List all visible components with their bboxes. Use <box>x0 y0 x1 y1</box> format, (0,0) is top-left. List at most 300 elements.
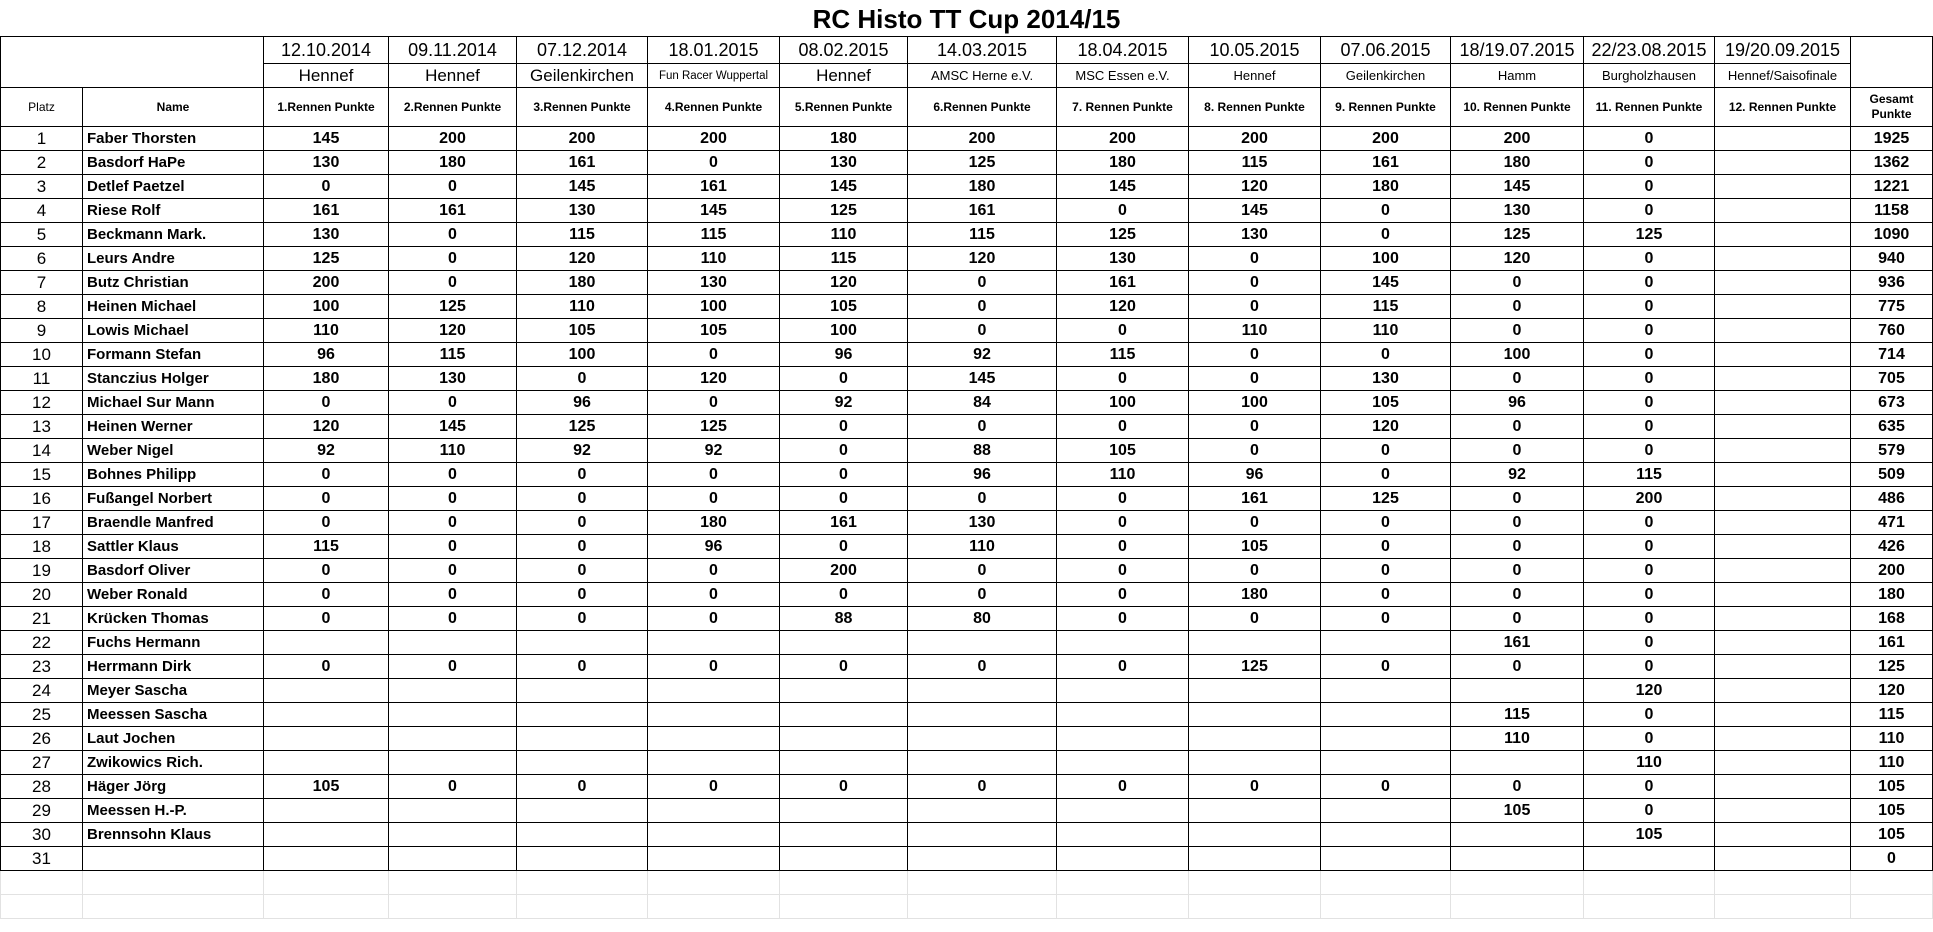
total-cell: 180 <box>1851 583 1933 607</box>
points-cell: 125 <box>1451 223 1584 247</box>
points-cell: 0 <box>264 487 389 511</box>
race-points-header: 12. Rennen Punkte <box>1715 88 1851 127</box>
empty-cell <box>648 871 780 895</box>
total-cell: 936 <box>1851 271 1933 295</box>
name-cell: Beckmann Mark. <box>83 223 264 247</box>
race-points-header: 9. Rennen Punkte <box>1321 88 1451 127</box>
points-cell <box>1715 151 1851 175</box>
points-cell: 120 <box>389 319 517 343</box>
table-row <box>1 655 1933 679</box>
empty-cell <box>517 871 648 895</box>
name-cell: Fuchs Hermann <box>83 631 264 655</box>
platz-cell: 24 <box>1 679 83 703</box>
table-row <box>1 703 1933 727</box>
race-venue: Geilenkirchen <box>1321 64 1451 88</box>
points-cell <box>1715 727 1851 751</box>
points-cell: 0 <box>1584 319 1715 343</box>
points-cell <box>780 727 908 751</box>
points-cell: 0 <box>780 775 908 799</box>
standings-table <box>0 36 1933 919</box>
points-cell: 0 <box>648 343 780 367</box>
points-cell: 0 <box>1057 319 1189 343</box>
points-cell: 130 <box>1057 247 1189 271</box>
total-cell: 125 <box>1851 655 1933 679</box>
race-venue: Hennef <box>264 64 389 88</box>
points-cell: 100 <box>1451 343 1584 367</box>
total-cell: 1090 <box>1851 223 1933 247</box>
points-cell: 120 <box>264 415 389 439</box>
points-cell <box>1715 319 1851 343</box>
points-cell <box>1451 823 1584 847</box>
points-cell <box>1715 511 1851 535</box>
name-cell: Brennsohn Klaus <box>83 823 264 847</box>
points-cell: 0 <box>389 463 517 487</box>
platz-cell: 4 <box>1 199 83 223</box>
total-cell: 120 <box>1851 679 1933 703</box>
points-cell: 180 <box>908 175 1057 199</box>
table-row <box>1 391 1933 415</box>
points-cell <box>1715 223 1851 247</box>
platz-cell: 13 <box>1 415 83 439</box>
total-cell: 509 <box>1851 463 1933 487</box>
total-header-line2: Punkte <box>1871 107 1912 121</box>
points-cell: 145 <box>1057 175 1189 199</box>
points-cell: 161 <box>1057 271 1189 295</box>
points-cell <box>389 823 517 847</box>
points-cell <box>1715 799 1851 823</box>
points-cell <box>1321 679 1451 703</box>
name-cell: Zwikowics Rich. <box>83 751 264 775</box>
platz-cell: 26 <box>1 727 83 751</box>
points-cell <box>1451 847 1584 871</box>
name-cell: Heinen Michael <box>83 295 264 319</box>
platz-cell: 25 <box>1 703 83 727</box>
table-row <box>1 727 1933 751</box>
points-cell: 0 <box>1057 583 1189 607</box>
platz-cell: 19 <box>1 559 83 583</box>
table-row <box>1 175 1933 199</box>
total-cell: 471 <box>1851 511 1933 535</box>
points-cell: 145 <box>389 415 517 439</box>
points-cell: 0 <box>648 487 780 511</box>
platz-cell: 8 <box>1 295 83 319</box>
points-cell: 0 <box>389 511 517 535</box>
points-cell <box>1715 247 1851 271</box>
name-cell: Sattler Klaus <box>83 535 264 559</box>
points-cell <box>1715 631 1851 655</box>
platz-cell: 2 <box>1 151 83 175</box>
points-cell: 180 <box>1189 583 1321 607</box>
table-row <box>1 631 1933 655</box>
race-venue: Fun Racer Wuppertal <box>648 64 780 88</box>
points-cell: 105 <box>517 319 648 343</box>
points-cell <box>1189 703 1321 727</box>
name-cell <box>83 847 264 871</box>
points-cell: 0 <box>1584 343 1715 367</box>
points-cell <box>908 703 1057 727</box>
points-cell: 0 <box>648 583 780 607</box>
race-venue: MSC Essen e.V. <box>1057 64 1189 88</box>
points-cell: 145 <box>648 199 780 223</box>
race-points-header: 8. Rennen Punkte <box>1189 88 1321 127</box>
race-date: 07.06.2015 <box>1321 37 1451 64</box>
total-cell: 579 <box>1851 439 1933 463</box>
table-row <box>1 247 1933 271</box>
race-date: 07.12.2014 <box>517 37 648 64</box>
points-cell: 0 <box>389 775 517 799</box>
race-date: 12.10.2014 <box>264 37 389 64</box>
points-cell <box>264 799 389 823</box>
points-cell <box>389 799 517 823</box>
points-cell: 130 <box>1451 199 1584 223</box>
points-cell: 0 <box>1189 343 1321 367</box>
platz-cell: 29 <box>1 799 83 823</box>
total-cell: 105 <box>1851 823 1933 847</box>
points-cell: 0 <box>1584 607 1715 631</box>
points-cell <box>1321 799 1451 823</box>
total-header <box>1851 88 1933 127</box>
total-cell: 105 <box>1851 799 1933 823</box>
points-cell: 161 <box>1321 151 1451 175</box>
points-cell <box>648 727 780 751</box>
total-cell: 775 <box>1851 295 1933 319</box>
points-cell: 120 <box>1321 415 1451 439</box>
empty-row <box>1 871 1933 895</box>
points-cell: 105 <box>264 775 389 799</box>
table-row <box>1 295 1933 319</box>
platz-cell: 23 <box>1 655 83 679</box>
points-cell: 120 <box>1189 175 1321 199</box>
points-cell: 96 <box>1451 391 1584 415</box>
points-cell: 0 <box>648 559 780 583</box>
points-cell: 0 <box>1321 439 1451 463</box>
points-cell <box>648 799 780 823</box>
points-cell: 0 <box>1451 415 1584 439</box>
points-cell: 0 <box>517 463 648 487</box>
points-cell <box>648 631 780 655</box>
table-row <box>1 583 1933 607</box>
points-cell: 0 <box>648 463 780 487</box>
points-cell: 96 <box>517 391 648 415</box>
race-venue: Geilenkirchen <box>517 64 648 88</box>
name-cell: Formann Stefan <box>83 343 264 367</box>
empty-cell <box>264 895 389 919</box>
points-cell: 92 <box>780 391 908 415</box>
points-cell: 0 <box>1584 367 1715 391</box>
points-cell: 125 <box>648 415 780 439</box>
points-cell: 0 <box>1584 799 1715 823</box>
points-cell: 0 <box>1057 199 1189 223</box>
points-cell: 0 <box>1321 607 1451 631</box>
race-date: 10.05.2015 <box>1189 37 1321 64</box>
points-cell <box>780 847 908 871</box>
empty-cell <box>83 871 264 895</box>
points-cell: 0 <box>1451 439 1584 463</box>
points-cell: 0 <box>517 367 648 391</box>
points-cell: 105 <box>648 319 780 343</box>
name-cell: Faber Thorsten <box>83 127 264 151</box>
points-cell: 0 <box>1057 607 1189 631</box>
points-cell <box>1715 607 1851 631</box>
points-cell: 110 <box>264 319 389 343</box>
total-cell: 110 <box>1851 751 1933 775</box>
points-cell: 0 <box>517 511 648 535</box>
name-cell: Weber Ronald <box>83 583 264 607</box>
empty-row <box>1 895 1933 919</box>
points-cell: 0 <box>1584 655 1715 679</box>
points-cell: 105 <box>780 295 908 319</box>
points-cell: 0 <box>264 583 389 607</box>
empty-cell <box>1451 895 1584 919</box>
points-cell: 0 <box>1189 295 1321 319</box>
points-cell: 0 <box>780 415 908 439</box>
points-cell <box>264 703 389 727</box>
points-cell <box>1189 679 1321 703</box>
points-cell <box>1189 823 1321 847</box>
points-cell: 0 <box>1584 127 1715 151</box>
race-venue: Burgholzhausen <box>1584 64 1715 88</box>
table-row <box>1 199 1933 223</box>
table-row <box>1 439 1933 463</box>
name-cell: Häger Jörg <box>83 775 264 799</box>
points-cell: 0 <box>1584 295 1715 319</box>
points-cell: 130 <box>389 367 517 391</box>
points-cell: 200 <box>908 127 1057 151</box>
points-cell: 0 <box>264 175 389 199</box>
points-cell: 0 <box>1451 535 1584 559</box>
points-cell: 0 <box>1189 367 1321 391</box>
points-cell: 115 <box>1321 295 1451 319</box>
platz-cell: 5 <box>1 223 83 247</box>
points-cell: 120 <box>517 247 648 271</box>
points-cell: 0 <box>908 295 1057 319</box>
race-date: 22/23.08.2015 <box>1584 37 1715 64</box>
points-cell <box>389 727 517 751</box>
points-cell: 0 <box>389 583 517 607</box>
points-cell <box>908 823 1057 847</box>
platz-cell: 7 <box>1 271 83 295</box>
points-cell: 0 <box>389 487 517 511</box>
points-cell: 200 <box>1189 127 1321 151</box>
platz-cell: 10 <box>1 343 83 367</box>
total-cell: 673 <box>1851 391 1933 415</box>
points-cell: 0 <box>517 487 648 511</box>
points-cell <box>1715 823 1851 847</box>
points-cell: 0 <box>264 463 389 487</box>
points-cell: 0 <box>780 463 908 487</box>
points-cell: 161 <box>780 511 908 535</box>
name-cell: Bohnes Philipp <box>83 463 264 487</box>
points-cell: 0 <box>908 775 1057 799</box>
platz-header: Platz <box>1 88 83 127</box>
points-cell: 0 <box>780 583 908 607</box>
race-date: 09.11.2014 <box>389 37 517 64</box>
points-cell: 0 <box>1584 727 1715 751</box>
points-cell: 0 <box>648 391 780 415</box>
points-cell: 0 <box>1584 247 1715 271</box>
points-cell: 0 <box>1189 607 1321 631</box>
points-cell: 161 <box>389 199 517 223</box>
name-cell: Weber Nigel <box>83 439 264 463</box>
points-cell: 0 <box>1321 583 1451 607</box>
points-cell: 0 <box>389 391 517 415</box>
race-points-header: 4.Rennen Punkte <box>648 88 780 127</box>
empty-cell <box>1189 871 1321 895</box>
points-cell: 120 <box>1057 295 1189 319</box>
points-cell <box>1321 751 1451 775</box>
platz-cell: 20 <box>1 583 83 607</box>
points-cell <box>1715 295 1851 319</box>
points-cell: 0 <box>389 559 517 583</box>
empty-cell <box>908 871 1057 895</box>
points-cell: 0 <box>517 655 648 679</box>
points-cell <box>648 703 780 727</box>
points-cell: 0 <box>517 775 648 799</box>
table-row <box>1 415 1933 439</box>
table-row <box>1 151 1933 175</box>
total-cell: 0 <box>1851 847 1933 871</box>
table-row <box>1 847 1933 871</box>
points-cell: 125 <box>1584 223 1715 247</box>
table-row <box>1 751 1933 775</box>
platz-cell: 21 <box>1 607 83 631</box>
points-cell: 0 <box>1451 655 1584 679</box>
points-cell: 200 <box>1057 127 1189 151</box>
points-cell: 0 <box>1189 415 1321 439</box>
points-cell: 200 <box>780 559 908 583</box>
points-cell: 0 <box>1189 511 1321 535</box>
total-cell: 110 <box>1851 727 1933 751</box>
points-cell: 180 <box>517 271 648 295</box>
points-cell: 130 <box>648 271 780 295</box>
points-cell <box>1189 847 1321 871</box>
points-cell: 200 <box>264 271 389 295</box>
platz-cell: 28 <box>1 775 83 799</box>
points-cell: 0 <box>1451 559 1584 583</box>
points-cell: 180 <box>780 127 908 151</box>
points-cell: 120 <box>780 271 908 295</box>
points-cell: 110 <box>389 439 517 463</box>
points-cell <box>264 751 389 775</box>
points-cell <box>1189 799 1321 823</box>
total-cell: 1221 <box>1851 175 1933 199</box>
points-cell: 100 <box>517 343 648 367</box>
points-cell <box>517 847 648 871</box>
points-cell: 0 <box>517 607 648 631</box>
empty-cell <box>1 871 83 895</box>
points-cell: 120 <box>648 367 780 391</box>
points-cell: 0 <box>1189 247 1321 271</box>
name-cell: Michael Sur Mann <box>83 391 264 415</box>
points-cell <box>648 823 780 847</box>
race-date: 14.03.2015 <box>908 37 1057 64</box>
points-cell <box>517 799 648 823</box>
points-cell: 84 <box>908 391 1057 415</box>
points-cell: 145 <box>264 127 389 151</box>
points-cell <box>1715 343 1851 367</box>
name-cell: Meessen Sascha <box>83 703 264 727</box>
points-cell <box>389 751 517 775</box>
points-cell: 0 <box>1451 487 1584 511</box>
points-cell <box>389 631 517 655</box>
points-cell: 0 <box>780 439 908 463</box>
points-cell: 120 <box>1584 679 1715 703</box>
points-cell <box>264 631 389 655</box>
points-cell: 0 <box>389 175 517 199</box>
empty-cell <box>1851 871 1933 895</box>
points-cell <box>264 727 389 751</box>
race-venue: AMSC Herne e.V. <box>908 64 1057 88</box>
points-cell: 0 <box>908 559 1057 583</box>
points-cell <box>1715 775 1851 799</box>
points-cell: 110 <box>648 247 780 271</box>
points-cell: 110 <box>1321 319 1451 343</box>
points-cell: 110 <box>517 295 648 319</box>
total-cell: 168 <box>1851 607 1933 631</box>
platz-cell: 18 <box>1 535 83 559</box>
table-row <box>1 535 1933 559</box>
total-cell: 426 <box>1851 535 1933 559</box>
points-cell: 130 <box>1189 223 1321 247</box>
points-cell: 96 <box>780 343 908 367</box>
points-cell: 161 <box>908 199 1057 223</box>
points-cell: 0 <box>1584 631 1715 655</box>
points-cell <box>1057 727 1189 751</box>
points-cell: 0 <box>908 583 1057 607</box>
points-cell: 0 <box>1584 151 1715 175</box>
name-cell: Basdorf Oliver <box>83 559 264 583</box>
points-cell: 0 <box>264 655 389 679</box>
points-cell <box>1715 463 1851 487</box>
points-cell: 180 <box>1057 151 1189 175</box>
points-cell <box>1057 631 1189 655</box>
points-cell: 100 <box>264 295 389 319</box>
table-row <box>1 223 1933 247</box>
points-cell: 96 <box>264 343 389 367</box>
name-header: Name <box>83 88 264 127</box>
table-row <box>1 319 1933 343</box>
points-cell: 105 <box>1451 799 1584 823</box>
race-date: 19/20.09.2015 <box>1715 37 1851 64</box>
points-cell <box>1715 535 1851 559</box>
empty-cell <box>1715 895 1851 919</box>
table-row <box>1 679 1933 703</box>
points-cell: 0 <box>1584 439 1715 463</box>
table-row <box>1 463 1933 487</box>
points-cell <box>1715 559 1851 583</box>
empty-cell <box>1451 871 1584 895</box>
points-cell <box>908 751 1057 775</box>
points-cell <box>517 823 648 847</box>
points-cell: 0 <box>1584 271 1715 295</box>
points-cell: 100 <box>648 295 780 319</box>
points-cell <box>1321 823 1451 847</box>
platz-cell: 15 <box>1 463 83 487</box>
points-cell: 110 <box>1451 727 1584 751</box>
name-cell: Butz Christian <box>83 271 264 295</box>
total-header-line1: Gesamt <box>1869 92 1914 106</box>
points-cell: 92 <box>517 439 648 463</box>
points-cell: 0 <box>1189 775 1321 799</box>
platz-cell: 17 <box>1 511 83 535</box>
points-cell: 125 <box>1057 223 1189 247</box>
points-cell <box>1189 751 1321 775</box>
total-cell: 714 <box>1851 343 1933 367</box>
points-cell <box>908 799 1057 823</box>
name-cell: Basdorf HaPe <box>83 151 264 175</box>
empty-cell <box>1057 895 1189 919</box>
points-cell: 0 <box>1057 559 1189 583</box>
